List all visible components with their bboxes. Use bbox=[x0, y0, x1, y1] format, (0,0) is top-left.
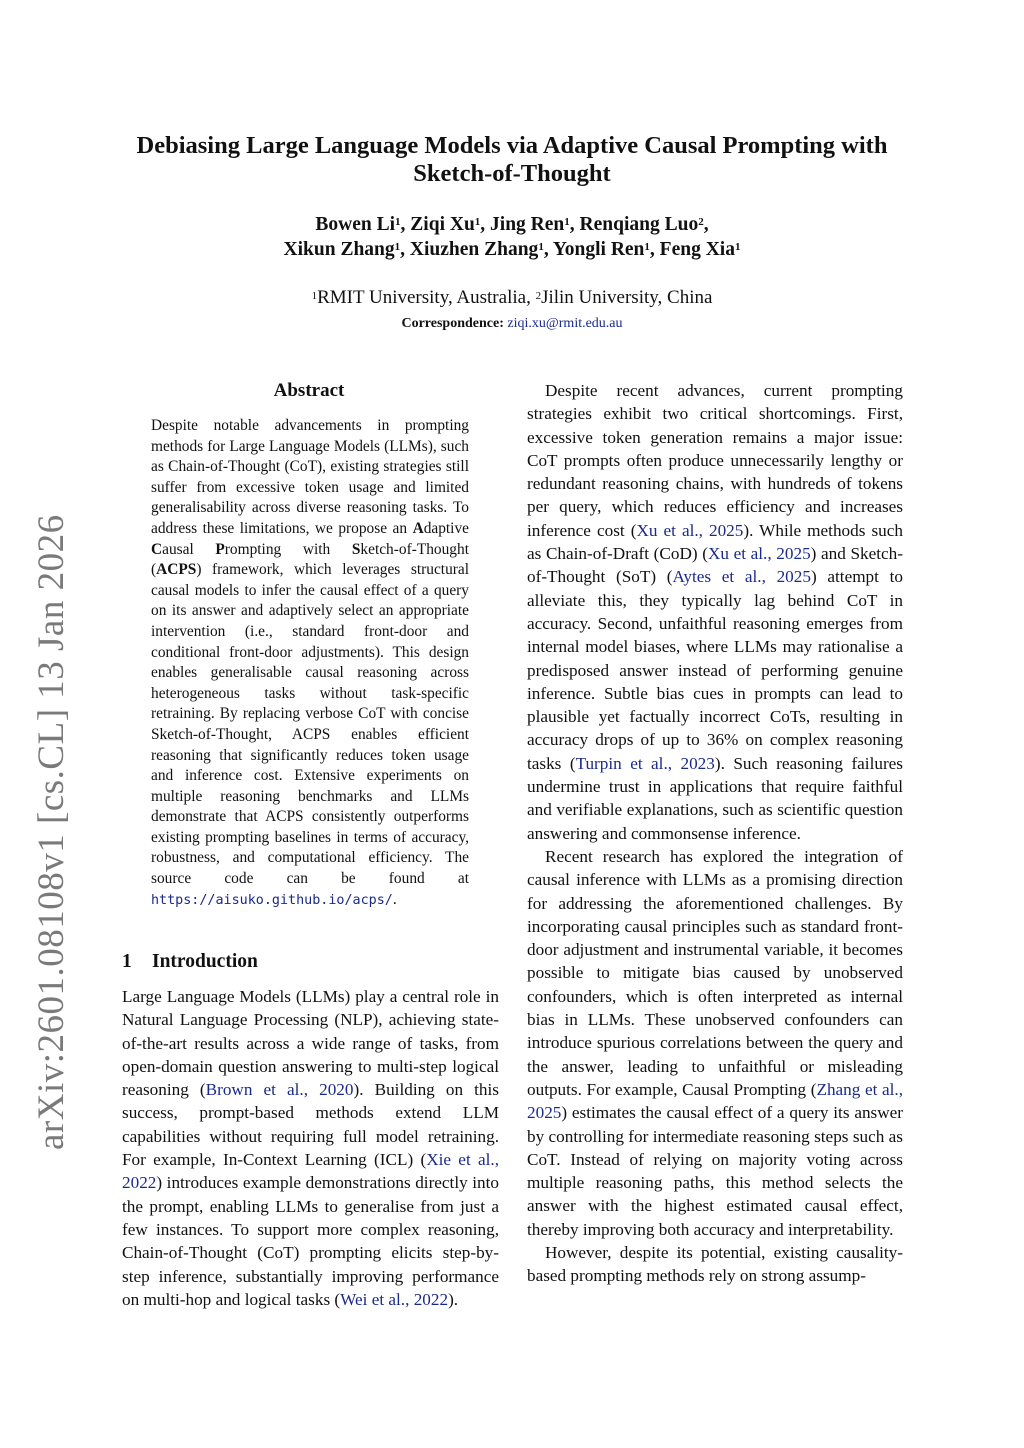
citation-link[interactable]: Xie et al., 2022 bbox=[122, 1150, 500, 1193]
source-code-link[interactable]: https://aisuko.github.io/acps/ bbox=[151, 892, 393, 908]
intro-left-column bbox=[122, 985, 499, 1311]
paragraph bbox=[122, 985, 499, 1311]
author-line-2: Xikun Zhang$^1$, Xiuzhen Zhang$^1$, Yongli Ren$^1$, Feng Xia$^1$ bbox=[283, 239, 741, 260]
citation-link[interactable]: Turpin et al., 2023 bbox=[575, 753, 715, 773]
citation-link[interactable]: Xu et al., 2025 bbox=[636, 520, 744, 540]
abstract-heading: Abstract bbox=[273, 380, 345, 401]
affiliation-mark: 1 bbox=[311, 290, 318, 302]
affiliations: $^1$RMIT University, Australia, $^2$Jilin University, China bbox=[311, 287, 713, 308]
section-title: Introduction bbox=[152, 951, 258, 972]
author-name: Jing Ren bbox=[490, 214, 565, 235]
correspondence-email-link[interactable]: ziqi.xu@rmit.edu.au bbox=[507, 316, 623, 331]
correspondence-label: Correspondence: bbox=[401, 316, 504, 331]
author-affiliation-mark: 1 bbox=[538, 241, 544, 253]
paragraph-text: ). bbox=[448, 1289, 459, 1309]
author-affiliation-mark: 2 bbox=[698, 216, 704, 228]
section-heading bbox=[122, 950, 258, 974]
author-list bbox=[100, 212, 924, 262]
author-affiliation-mark: 1 bbox=[394, 241, 401, 253]
citation-link[interactable]: Zhang et al., 2025 bbox=[527, 1079, 903, 1123]
citation-link[interactable]: Wei et al., 2022 bbox=[340, 1289, 449, 1309]
acronym-letter: C bbox=[151, 540, 163, 558]
abstract-text: daptive bbox=[423, 519, 469, 537]
paragraph-text: ) introduces example demonstrations directly into the prompt, enabling LLMs to generalise from just a few instances. To support more complex reasoning, Chain-of-Thought (CoT) prompting elicits step-by-step inference, substantially improving performance on multi-hop and logical tasks ( bbox=[122, 1173, 499, 1309]
author-name: Ziqi Xu bbox=[410, 214, 475, 235]
paragraph bbox=[527, 1241, 903, 1288]
affiliation-mark: 2 bbox=[535, 290, 542, 302]
author-name: Feng Xia bbox=[659, 239, 735, 260]
author-affiliation-mark: 1 bbox=[644, 241, 650, 253]
abstract-text: Despite notable advancements in prompting methods for Large Language Models (LLMs), such as Chain-of-Thought (CoT), existing strategies still suffer from excessive token usage and limited generalisability across diverse reasoning tasks. To address these limitations, we propose an bbox=[151, 417, 469, 537]
paragraph bbox=[527, 845, 903, 1241]
author-affiliation-mark: 1 bbox=[395, 216, 401, 228]
acronym-letter: P bbox=[215, 540, 225, 558]
paragraph bbox=[527, 379, 903, 845]
abstract-text: rompting with bbox=[224, 540, 352, 558]
abstract-body bbox=[151, 416, 469, 911]
author-affiliation-mark: 1 bbox=[564, 216, 570, 228]
paper-title: Debiasing Large Language Models via Adaptive Causal Prompting with Sketch-of-Thought bbox=[136, 132, 888, 187]
correspondence bbox=[100, 315, 924, 333]
affiliation-name: RMIT University, Australia bbox=[317, 287, 527, 308]
section-number: 1 bbox=[122, 951, 132, 972]
author-affiliation-mark: 1 bbox=[734, 241, 741, 253]
author-name: Renqiang Luo bbox=[579, 214, 699, 235]
citation-link[interactable]: Aytes et al., 2025 bbox=[672, 567, 811, 587]
paragraph-text: ) estimates the causal effect of a query its answer by controlling for intermediate reasoning steps such as CoT. Instead of relying on majority voting across multiple reasoning paths, this method selects the answer with the highest estimated causal effect, thereby improving both accuracy and interpretability. bbox=[527, 1103, 903, 1239]
acronym-letter: A bbox=[412, 519, 424, 537]
author-name: Xikun Zhang bbox=[283, 239, 395, 260]
paragraph-text: However, despite its potential, existing causality-based prompting methods rely on strong assump- bbox=[527, 1242, 903, 1286]
paragraph-text: ). Such reasoning failures undermine trust in applications that require faithful and verifiable explanations, such as scientific question answering and commonsense inference. bbox=[527, 753, 903, 843]
author-affiliation-mark: 1 bbox=[474, 216, 481, 228]
citation-link[interactable]: Brown et al., 2020 bbox=[205, 1080, 354, 1100]
paragraph-text: Recent research has explored the integration of causal inference with LLMs as a promising direction for addressing the aforementioned challenges. By incorporating causal principles such as standard front-door adjustment and instrumental variable, it becomes possible to mitigate bias caused by unobserved confounders, which is often interpreted as internal bias in LLMs. These unobserved confounders can introduce spurious correlations between the query and the answer, leading to unfaithful or misleading outputs. For example, Causal Prompting ( bbox=[527, 846, 903, 1099]
author-line-1: Bowen Li$^1$, Ziqi Xu$^1$, Jing Ren$^1$, Renqiang Luo$^2$, bbox=[315, 214, 709, 235]
acronym-letter: S bbox=[351, 540, 361, 558]
abstract-text: . bbox=[392, 890, 397, 908]
author-name: Yongli Ren bbox=[552, 239, 645, 260]
paragraph-text: ). Building on this success, prompt-based methods extend LLM capabilities without requiring full model retraining. For example, In-Context Learning (ICL) ( bbox=[122, 1080, 499, 1170]
intro-right-column bbox=[527, 379, 903, 1288]
author-name: Bowen Li bbox=[315, 214, 396, 235]
arxiv-identifier: arXiv:2601.08108v1 [cs.CL] 13 Jan 2026 bbox=[31, 514, 72, 1150]
author-name: Xiuzhen Zhang bbox=[409, 239, 539, 260]
paragraph-text: ). While methods such as Chain-of-Draft (CoD) ( bbox=[527, 520, 903, 564]
citation-link[interactable]: Xu et al., 2025 bbox=[707, 544, 811, 564]
paragraph-text: ) and Sketch-of-Thought (SoT) ( bbox=[527, 544, 903, 587]
paragraph-text: ) attempt to alleviate this, they typically lag behind CoT in accuracy. Second, unfaithful reasoning emerges from internal model biases, where LLMs may rationalise a predisposed answer instead of performing genuine inference. Subtle bias cues in prompts can lead to plausible yet factually incorrect CoTs, resulting in accuracy drops of up to 36% on complex reasoning tasks ( bbox=[527, 567, 904, 773]
abstract-text: ausal bbox=[162, 540, 216, 558]
abstract-text: ketch-of-Thought ( bbox=[151, 540, 469, 579]
paragraph-text: Despite recent advances, current prompting strategies exhibit two critical shortcomings. First, excessive token generation remains a major issue: CoT prompts often produce unnecessarily lengthy or redundant reasoning chains, with hundreds of tokens per query, which reduces efficiency and increases inference cost ( bbox=[527, 381, 903, 540]
affiliation-name: Jilin University, China bbox=[541, 287, 713, 308]
acronym-name: ACPS bbox=[156, 561, 197, 579]
paragraph-text: Large Language Models (LLMs) play a central role in Natural Language Processing (NLP), achieving state-of-the-art results across a wide range of tasks, from open-domain question answering to multi-step logical reasoning ( bbox=[122, 987, 499, 1100]
abstract-text: ) framework, which leverages structural causal models to infer the causal effect of a query on its answer and adaptively select an appropriate intervention (i.e., standard front-door and conditional front-door adjustments). This design enables generalisable causal reasoning across heterogeneous tasks without task-specific retraining. By replacing verbose CoT with concise Sketch-of-Thought, ACPS enables efficient reasoning that significantly reduces token usage and inference cost. Extensive experiments on multiple reasoning benchmarks and LLMs demonstrate that ACPS consistently outperforms existing prompting baselines in terms of accuracy, robustness, and computational efficiency. The source code can be found at bbox=[151, 561, 469, 888]
